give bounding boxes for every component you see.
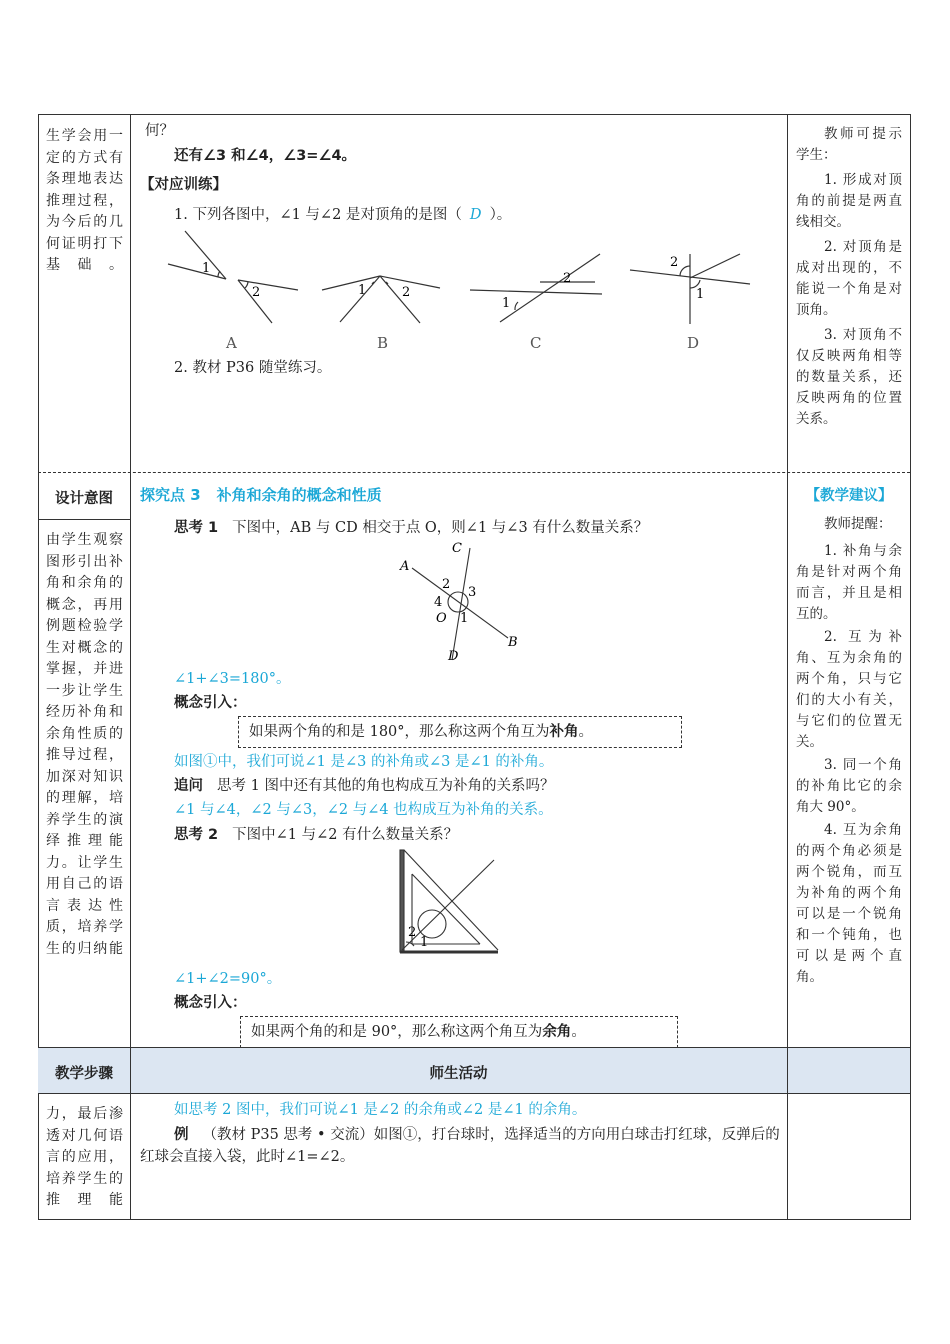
header-divider-2: [787, 1047, 788, 1093]
fig-d-angle-1: 1: [696, 287, 705, 302]
answer-angles-3-4: 还有∠3 和∠4，∠3=∠4。: [174, 148, 357, 164]
fig1-label-D: D: [448, 649, 459, 664]
right-notes-top: [796, 124, 902, 430]
table-right-border: [910, 114, 911, 1220]
right-top-p3: 3. 对顶角不仅反映两角相等的数量关系，还反映两角的位置关系。: [796, 327, 902, 427]
concept-box-supplementary: [238, 716, 682, 748]
think2: [174, 824, 458, 846]
figure-d: [630, 254, 750, 324]
figure-a: [168, 231, 298, 323]
figure-c: [470, 254, 602, 322]
fig1-label-B: B: [508, 635, 518, 650]
think2-label: 思考 2: [174, 827, 219, 843]
right-top-p2: 2. 对顶角是成对出现的，不能说一个角是对顶角。: [796, 239, 902, 318]
fig-c-label: C: [530, 334, 542, 352]
fig-c-angle-1: 1: [502, 296, 511, 311]
fig1-angle-1: 1: [460, 611, 469, 626]
fig-c-angle-2: 2: [563, 271, 572, 286]
left-note-bottom: 力，最后渗透对几何语言的应用，培养学生的推理能: [46, 1106, 124, 1208]
teaching-suggestion-title: 【教学建议】: [805, 488, 893, 504]
header-row-bottom: [38, 1093, 910, 1094]
think1-label: 思考 1: [174, 520, 219, 536]
question-1: [174, 204, 511, 226]
answer1: ∠1+∠3=180°。: [174, 671, 291, 687]
figure-b: [322, 276, 440, 323]
design-intent-divider: [38, 519, 130, 520]
followup: [174, 775, 554, 797]
fig1-label-O: O: [436, 611, 447, 626]
right-mid-intro: 教师提醒：: [824, 516, 892, 532]
fig1-angle-2: 2: [442, 577, 451, 592]
think1-text: 下图中，AB 与 CD 相交于点 O，则∠1 与∠3 有什么数量关系？: [232, 520, 649, 536]
table-bottom-border: [38, 1219, 910, 1220]
followup-text: 思考 1 图中还有其他的角也构成互为补角的关系吗？: [217, 778, 555, 794]
fig-note: 如图①中，我们可说∠1 是∠3 的补角或∠3 是∠1 的补角。: [174, 754, 554, 770]
fig-d-angle-2: 2: [670, 255, 679, 270]
q1-prefix: 1. 下列各图中，∠1 与∠2 是对顶角的是图（: [174, 207, 462, 223]
box2-end: 。: [571, 1024, 586, 1040]
table-top-border: [38, 114, 910, 115]
q1-answer: D: [469, 207, 482, 223]
concept-label-2: 概念引入：: [174, 995, 247, 1011]
box2-bold: 余角: [542, 1024, 572, 1040]
followup-answer: ∠1 与∠4，∠2 与∠3，∠2 与∠4 也构成互为补角的关系。: [174, 802, 553, 818]
q1-suffix: ）。: [489, 207, 512, 223]
section-divider-dashed: [38, 472, 910, 473]
box2-text: 如果两个角的和是 90°，那么称这两个角互为: [251, 1024, 543, 1040]
continued-question: 何？: [145, 123, 174, 139]
right-mid-p1: 1. 补角与余角是针对两个角而言，并且是相互的。: [796, 543, 902, 622]
fig-a-angle-1: 1: [202, 261, 211, 276]
fig-a-angle-2: 2: [252, 285, 261, 300]
example-label: 例: [174, 1127, 189, 1143]
figure-set-square: [392, 846, 502, 956]
fig2-angle-2: 2: [408, 925, 417, 940]
section3-num: 探究点 3: [140, 486, 201, 504]
fig1-label-A: A: [400, 559, 410, 574]
fig2-angle-1: 1: [420, 935, 429, 950]
section3-title-text: 补角和余角的概念和性质: [216, 486, 382, 504]
section3-title: [140, 484, 382, 506]
concept-box-complementary: [240, 1016, 678, 1048]
example: [140, 1124, 780, 1168]
right-mid-p4: 4. 互为余角的两个角必须是两个锐角，而互为补角的两个角可以是一个锐角和一个钝角，也可以是两个直角。: [796, 822, 902, 985]
box1-bold: 补角: [549, 724, 579, 740]
fig-b-angle-1: 1: [358, 283, 367, 298]
think1: [174, 517, 648, 539]
fig1-label-C: C: [452, 541, 462, 556]
right-top-intro: 教师可提示学生：: [796, 126, 902, 163]
fig-b-label: B: [377, 334, 389, 352]
figure-intersecting-lines: [390, 538, 530, 666]
right-top-p1: 1. 形成对顶角的前提是两直线相交。: [796, 172, 902, 230]
followup-label: 追问: [174, 778, 203, 794]
example-text: （教材 P35 思考 • 交流）如图①，打台球时，选择适当的方向用白球击打红球，反弹后的红球会直接入袋，此时∠1=∠2。: [140, 1127, 780, 1165]
concept-label-1: 概念引入：: [174, 695, 247, 711]
answer2: ∠1+∠2=90°。: [174, 971, 282, 987]
right-mid-p2: 2. 互为补角、互为余角的两个角，只与它们的大小有关，与它们的位置无关。: [796, 629, 902, 750]
left-note-top: 生学会用一定的方式有条理地表达推理过程，为今后的几何证明打下基础。: [46, 128, 124, 273]
training-title: 【对应训练】: [140, 177, 227, 193]
right-notes-mid: [796, 514, 902, 988]
header-activities: 师生活动: [429, 1066, 488, 1082]
fig-d-label: D: [687, 334, 700, 352]
right-mid-p3: 3. 同一个角的补角比它的余角大 90°。: [796, 757, 902, 815]
design-intent-label: 设计意图: [55, 491, 113, 507]
think2-text: 下图中∠1 与∠2 有什么数量关系？: [232, 827, 459, 843]
question-2: 2. 教材 P36 随堂练习。: [174, 360, 332, 376]
fig1-angle-3: 3: [468, 585, 477, 600]
box1-end: 。: [578, 724, 594, 740]
bottom-line-1: 如思考 2 图中，我们可说∠1 是∠2 的余角或∠2 是∠1 的余角。: [174, 1102, 587, 1118]
fig-a-label: A: [226, 334, 237, 352]
fig1-angle-4: 4: [434, 595, 443, 610]
box1-text: 如果两个角的和是 180°，那么称这两个角互为: [249, 724, 550, 740]
fig-b-angle-2: 2: [402, 285, 411, 300]
vertical-angle-figures: [160, 226, 780, 354]
left-note-middle: 由学生观察图形引出补角和余角的概念，再用例题检验学生对概念的掌握，并进一步让学生经历补角和余角性质的推导过程，加深对知识的理解，培养学生的演绎推理能力。让学生用自己的语言表达性质，培养学生的归纳能: [46, 532, 124, 957]
header-teaching-steps: 教学步骤: [55, 1066, 113, 1082]
